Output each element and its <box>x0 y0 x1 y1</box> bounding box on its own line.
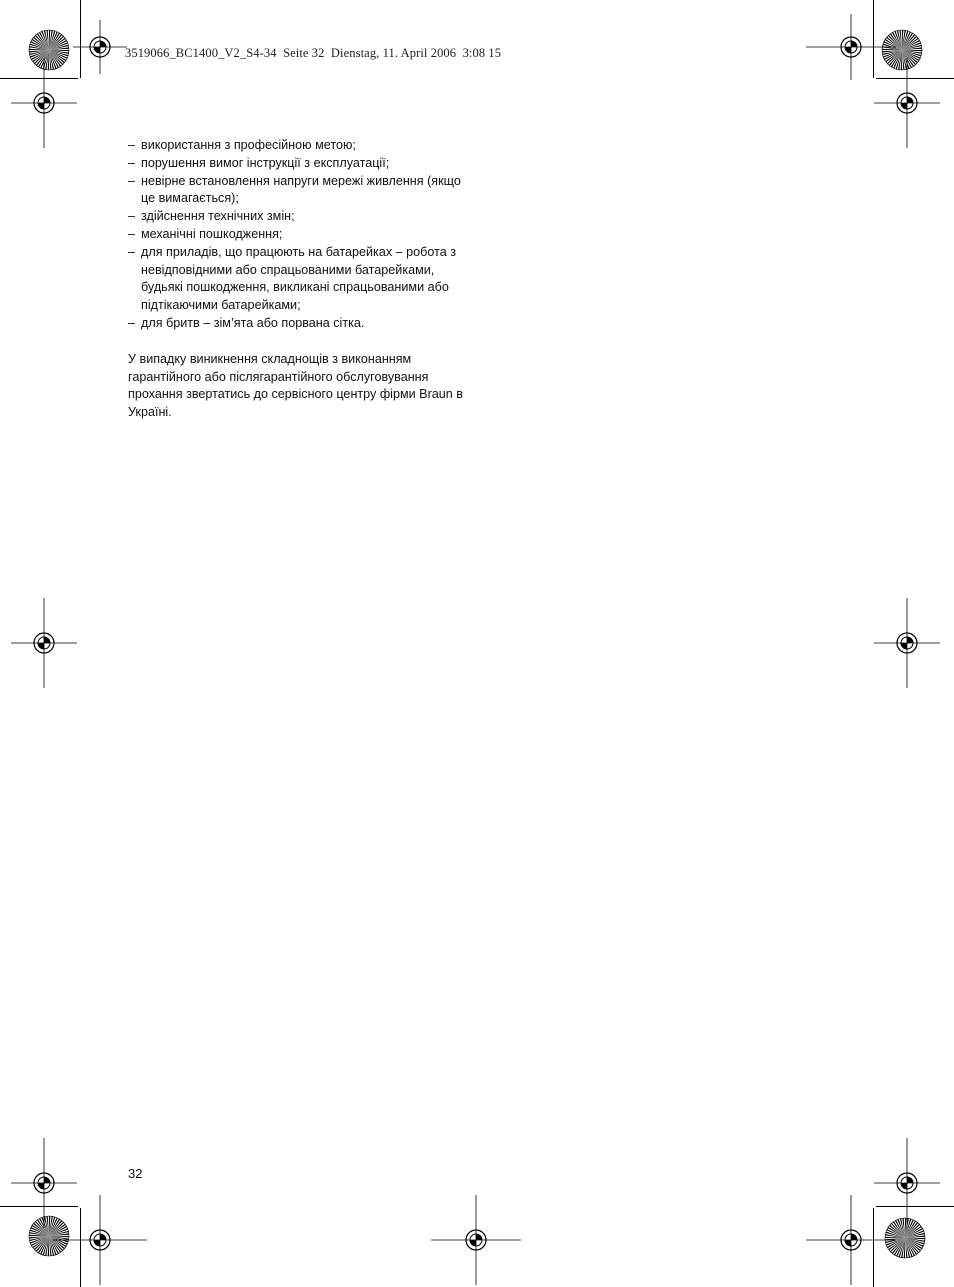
list-item <box>128 226 473 244</box>
bullet-dash: – <box>128 173 136 188</box>
list-item-text: порушення вимог інструкції з експлуатації; <box>141 155 390 170</box>
list-item-text: для приладів, що працюють на батарейках – робота з невідповідними або спрацьованими батарейками, будьякі пошкодження, викликані спрацьованими або підтікаючими батарейками; <box>141 244 456 313</box>
list-item-text: для бритв – зім’ята або порвана сітка. <box>141 315 365 330</box>
list-item <box>128 173 473 209</box>
bullet-dash: – <box>128 226 136 241</box>
list-item-text: невірне встановлення напруги мережі живлення (якщо це вимагається); <box>141 173 461 206</box>
list-item <box>128 137 473 155</box>
list-item-text: використання з професійною метою; <box>141 138 356 152</box>
bullet-dash: – <box>128 209 136 224</box>
bullet-dash: – <box>128 315 136 330</box>
exclusion-list <box>128 137 473 333</box>
bullet-dash: – <box>128 155 136 170</box>
list-item <box>128 315 473 333</box>
list-item <box>128 244 473 315</box>
list-item <box>128 155 473 173</box>
list-item-text: здійснення технічних змін; <box>141 209 295 224</box>
list-item <box>128 208 473 226</box>
bullet-dash: – <box>128 138 136 152</box>
print-slug-line: 3519066_BC1400_V2_S4-34 Seite 32 Dienstag, 11. April 2006 3:08 15 <box>125 46 502 60</box>
list-item-text: механічні пошкодження; <box>141 226 283 241</box>
warranty-exclusions-section <box>128 137 473 422</box>
bullet-dash: – <box>128 244 136 259</box>
service-center-paragraph: У випадку виникнення складнощів з виконанням гарантійного або післягарантійного обслуговування прохання звертатись до сервісного центру фірми Braun в Україні. <box>128 351 463 420</box>
page-number: 32 <box>128 1166 143 1181</box>
